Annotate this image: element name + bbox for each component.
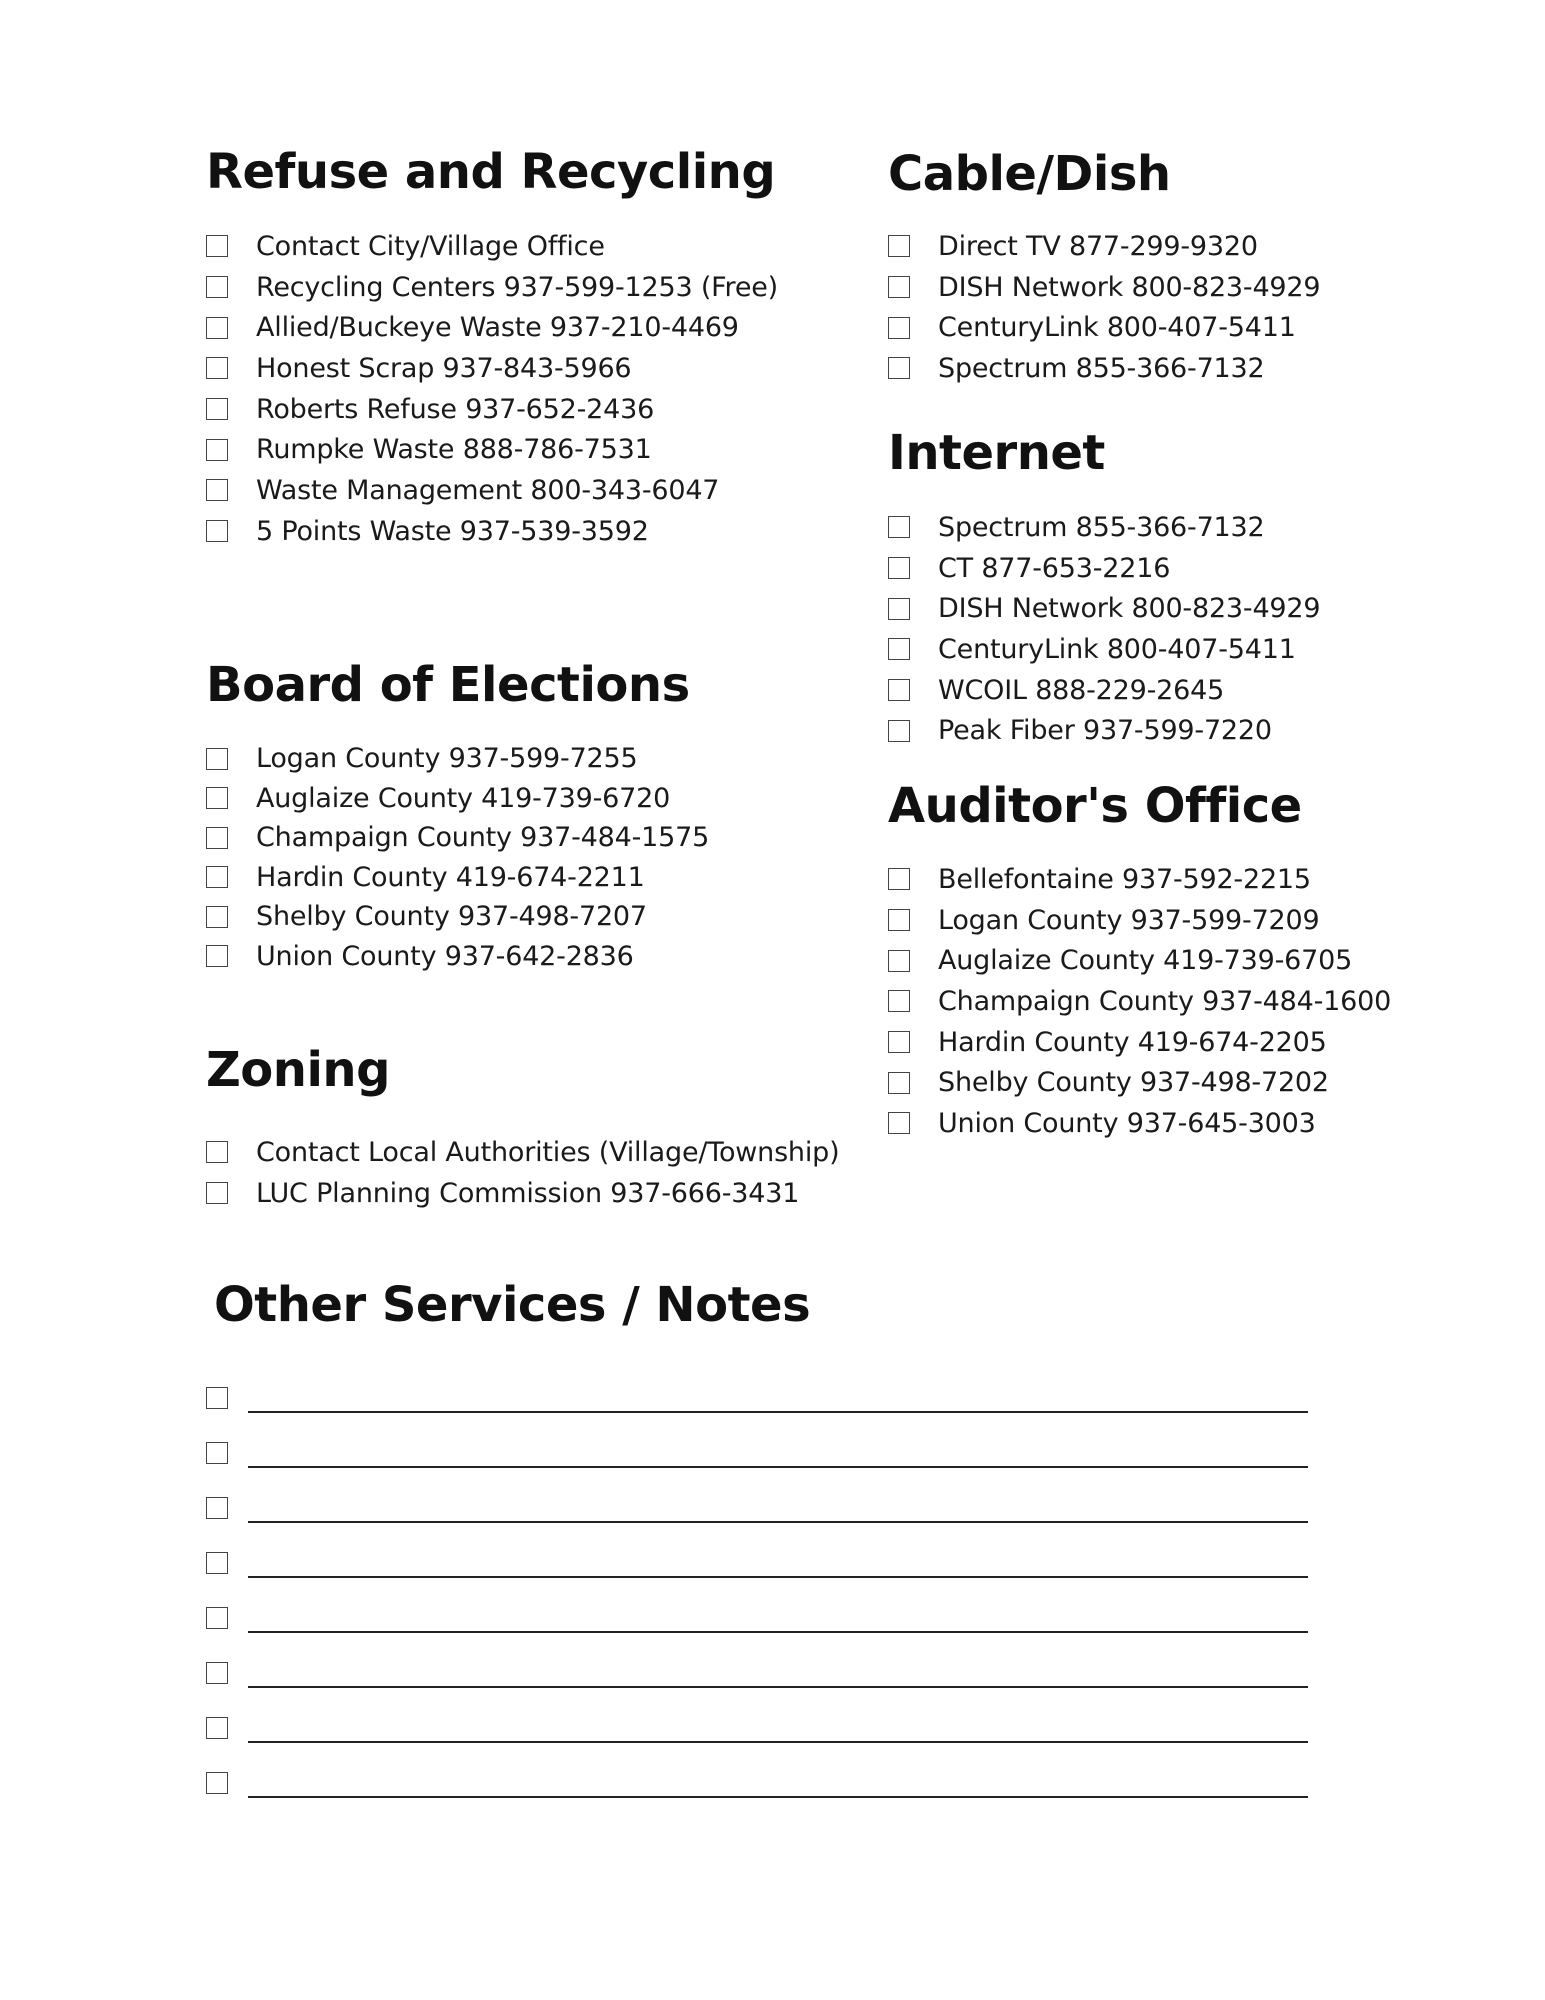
checklist-item-label: CenturyLink 800-407-5411 <box>938 633 1296 665</box>
checklist-item <box>888 267 1320 308</box>
checklist-item-label: Union County 937-642-2836 <box>256 940 634 972</box>
checklist-item <box>888 548 1320 589</box>
checkbox[interactable] <box>206 1182 228 1204</box>
checklist-item-label: LUC Planning Commission 937-666-3431 <box>256 1177 800 1209</box>
checklist-item <box>206 1173 839 1214</box>
section-title: Refuse and Recycling <box>206 144 776 200</box>
checkbox[interactable] <box>888 1031 910 1053</box>
note-write-line[interactable] <box>248 1387 1308 1413</box>
checklist-item <box>206 858 709 898</box>
checklist-item-label: Auglaize County 419-739-6720 <box>256 782 671 814</box>
section-title: Board of Elections <box>206 657 690 713</box>
checklist-item <box>206 267 778 308</box>
checklist-item-label: Direct TV 877-299-9320 <box>938 230 1258 262</box>
checkbox[interactable] <box>206 945 228 967</box>
checklist-item <box>206 226 778 267</box>
checklist-item-label: DISH Network 800-823-4929 <box>938 271 1321 303</box>
checklist-item-label: Rumpke Waste 888-786-7531 <box>256 434 652 466</box>
checkbox[interactable] <box>206 1607 228 1629</box>
checkbox[interactable] <box>888 557 910 579</box>
checklist-item-label: Shelby County 937-498-7207 <box>256 901 647 933</box>
section-internet <box>888 423 1320 751</box>
checklist-item-label: Spectrum 855-366-7132 <box>938 352 1265 384</box>
checkbox[interactable] <box>206 520 228 542</box>
checkbox[interactable] <box>888 317 910 339</box>
checkbox[interactable] <box>206 1772 228 1794</box>
checklist-item <box>888 226 1320 267</box>
checklist-item-label: Hardin County 419-674-2211 <box>256 861 645 893</box>
checklist-item-label: Allied/Buckeye Waste 937-210-4469 <box>256 312 739 344</box>
checklist-item <box>888 348 1320 389</box>
checklist <box>206 1132 839 1213</box>
checklist <box>206 739 709 976</box>
checklist-item-label: Waste Management 800-343-6047 <box>256 474 720 506</box>
checklist-item-label: Spectrum 855-366-7132 <box>938 511 1265 543</box>
checkbox[interactable] <box>206 748 228 770</box>
checklist-item <box>888 307 1320 348</box>
checkbox[interactable] <box>888 1112 910 1134</box>
checkbox[interactable] <box>206 439 228 461</box>
note-row <box>206 1535 1308 1590</box>
checkbox[interactable] <box>888 276 910 298</box>
checklist-item <box>888 900 1391 941</box>
note-write-line[interactable] <box>248 1552 1308 1578</box>
checklist <box>206 226 778 552</box>
checkbox[interactable] <box>888 638 910 660</box>
checkbox[interactable] <box>206 1552 228 1574</box>
checklist-item-label: DISH Network 800-823-4929 <box>938 593 1321 625</box>
checkbox[interactable] <box>206 906 228 928</box>
checkbox[interactable] <box>888 357 910 379</box>
checklist-item-label: Hardin County 419-674-2205 <box>938 1026 1327 1058</box>
checklist-item <box>206 937 709 977</box>
checklist-item <box>206 779 709 819</box>
checkbox[interactable] <box>888 235 910 257</box>
checkbox[interactable] <box>888 720 910 742</box>
note-write-line[interactable] <box>248 1497 1308 1523</box>
checkbox[interactable] <box>888 990 910 1012</box>
checklist-item <box>206 348 778 389</box>
checklist-item <box>888 940 1391 981</box>
section-zoning <box>206 1040 839 1213</box>
checkbox[interactable] <box>206 1497 228 1519</box>
note-row <box>206 1590 1308 1645</box>
checklist-item <box>888 588 1320 629</box>
checklist-item-label: Champaign County 937-484-1575 <box>256 822 710 854</box>
checkbox[interactable] <box>206 1717 228 1739</box>
checkbox[interactable] <box>206 317 228 339</box>
checklist-item <box>888 629 1320 670</box>
checkbox[interactable] <box>206 235 228 257</box>
section-title: Zoning <box>206 1042 390 1098</box>
checklist <box>888 859 1391 1144</box>
note-write-line[interactable] <box>248 1607 1308 1633</box>
checklist-item-label: Recycling Centers 937-599-1253 (Free) <box>256 271 779 303</box>
note-row <box>206 1370 1308 1425</box>
checkbox[interactable] <box>206 827 228 849</box>
note-row <box>206 1755 1308 1810</box>
checklist-item-label: Contact Local Authorities (Village/Township) <box>256 1136 840 1168</box>
checklist-item <box>206 389 778 430</box>
checklist-item-label: Union County 937-645-3003 <box>938 1107 1316 1139</box>
section-title: Internet <box>888 425 1105 481</box>
checkbox[interactable] <box>206 1141 228 1163</box>
checkbox[interactable] <box>206 276 228 298</box>
note-write-line[interactable] <box>248 1772 1308 1798</box>
checklist-item-label: Roberts Refuse 937-652-2436 <box>256 393 655 425</box>
section-title: Other Services / Notes <box>214 1277 811 1333</box>
checklist-item-label: Bellefontaine 937-592-2215 <box>938 863 1311 895</box>
checklist-item <box>888 1022 1391 1063</box>
checkbox[interactable] <box>888 1072 910 1094</box>
checklist-item-label: Champaign County 937-484-1600 <box>938 985 1392 1017</box>
note-write-line[interactable] <box>248 1662 1308 1688</box>
checklist-item <box>206 429 778 470</box>
checklist-item-label: Auglaize County 419-739-6705 <box>938 945 1353 977</box>
note-row <box>206 1700 1308 1755</box>
section-auditors-office <box>888 776 1391 1144</box>
section-other-services-notes <box>206 1275 1308 1810</box>
checklist-item <box>888 859 1391 900</box>
checklist-item <box>206 897 709 937</box>
checklist-item-label: WCOIL 888-229-2645 <box>938 674 1225 706</box>
checkbox[interactable] <box>206 1662 228 1684</box>
section-title: Auditor's Office <box>888 778 1302 834</box>
checklist-item-label: 5 Points Waste 937-539-3592 <box>256 515 649 547</box>
checklist-item <box>206 470 778 511</box>
checkbox[interactable] <box>206 1442 228 1464</box>
note-row <box>206 1425 1308 1480</box>
notes-rows <box>206 1370 1308 1810</box>
checkbox[interactable] <box>888 909 910 931</box>
checklist-item <box>888 507 1320 548</box>
checkbox[interactable] <box>206 357 228 379</box>
checkbox[interactable] <box>206 398 228 420</box>
checklist-item-label: Peak Fiber 937-599-7220 <box>938 715 1272 747</box>
checkbox[interactable] <box>888 679 910 701</box>
section-title: Cable/Dish <box>888 146 1171 202</box>
checklist-item <box>888 710 1320 751</box>
checkbox[interactable] <box>888 868 910 890</box>
checklist-item <box>206 511 778 552</box>
checkbox[interactable] <box>888 598 910 620</box>
checklist-item-label: Logan County 937-599-7209 <box>938 904 1320 936</box>
checklist <box>888 226 1320 389</box>
checkbox[interactable] <box>206 1387 228 1409</box>
section-board-of-elections <box>206 655 709 976</box>
checklist-item-label: Contact City/Village Office <box>256 230 605 262</box>
checklist-item <box>206 1132 839 1173</box>
checklist-item <box>206 739 709 779</box>
checklist-item-label: CT 877-653-2216 <box>938 552 1171 584</box>
section-cable-dish <box>888 144 1320 389</box>
note-row <box>206 1480 1308 1535</box>
note-row <box>206 1645 1308 1700</box>
checklist-item <box>888 1103 1391 1144</box>
checklist-item-label: Shelby County 937-498-7202 <box>938 1067 1329 1099</box>
note-write-line[interactable] <box>248 1717 1308 1743</box>
checklist-item-label: Logan County 937-599-7255 <box>256 743 638 775</box>
checkbox[interactable] <box>888 516 910 538</box>
checklist-item <box>888 981 1391 1022</box>
checklist-item-label: CenturyLink 800-407-5411 <box>938 312 1296 344</box>
checkbox[interactable] <box>206 787 228 809</box>
checklist-item-label: Honest Scrap 937-843-5966 <box>256 352 632 384</box>
checklist-item <box>206 307 778 348</box>
checkbox[interactable] <box>888 950 910 972</box>
checklist-item <box>888 670 1320 711</box>
checkbox[interactable] <box>206 479 228 501</box>
checkbox[interactable] <box>206 866 228 888</box>
checklist-item <box>888 1062 1391 1103</box>
checklist-item <box>206 818 709 858</box>
section-refuse-recycling <box>206 142 778 552</box>
note-write-line[interactable] <box>248 1442 1308 1468</box>
checklist <box>888 507 1320 751</box>
